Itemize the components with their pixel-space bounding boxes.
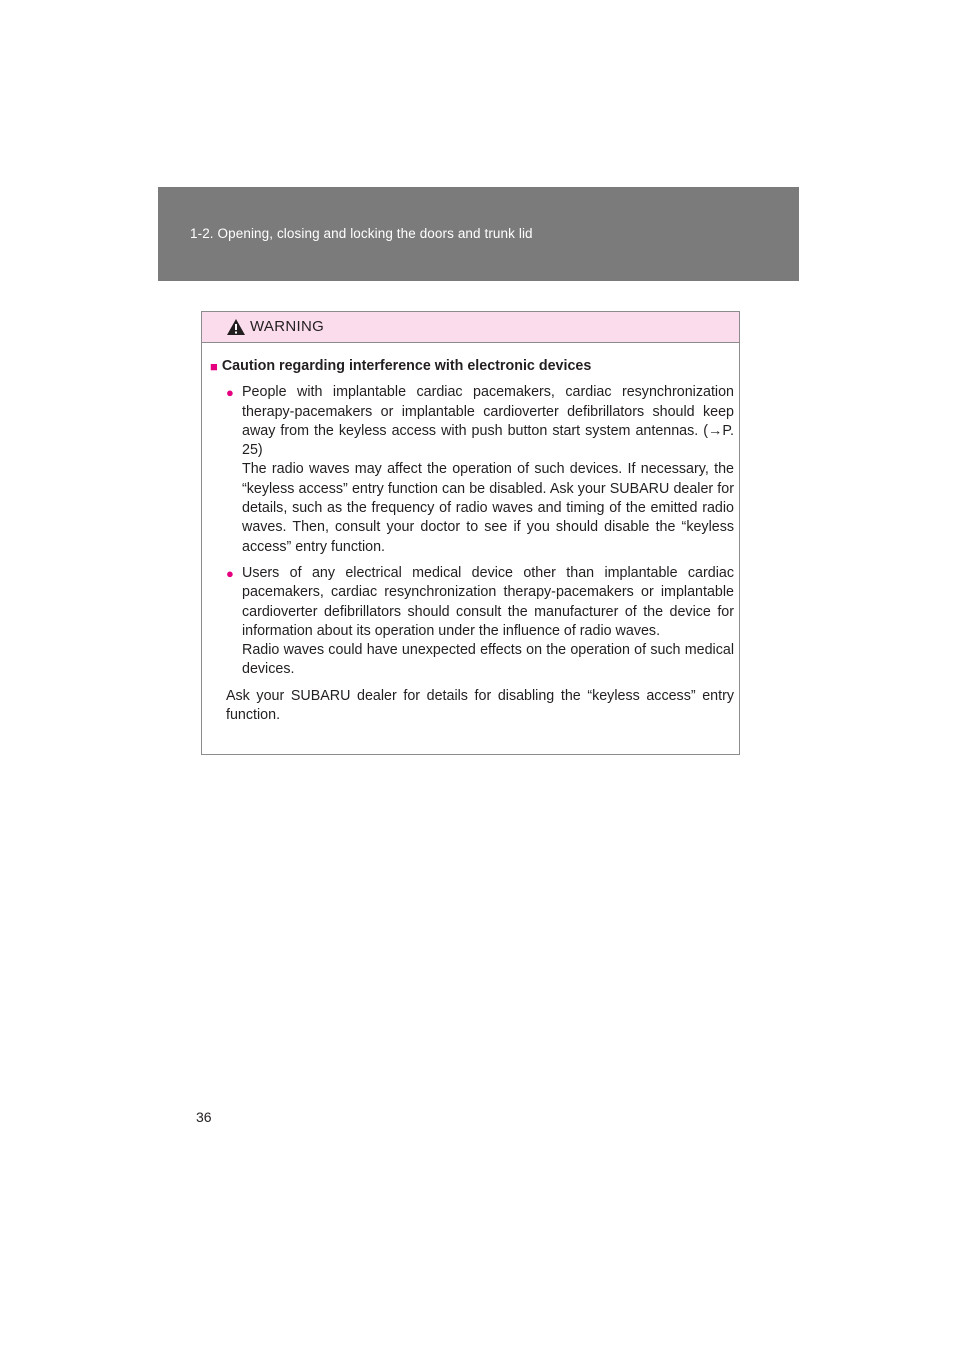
section-title: 1-2. Opening, closing and locking the doors and trunk lid bbox=[190, 226, 533, 241]
section-header-band bbox=[158, 187, 799, 281]
warning-box bbox=[201, 311, 740, 755]
warning-body bbox=[202, 343, 739, 725]
circle-bullet-icon: ● bbox=[226, 385, 234, 401]
warning-title: WARNING bbox=[250, 318, 325, 335]
bullet-text: People with implantable cardiac pacemakers, cardiac resynchronization therapy-pacemakers or implantable cardioverter defibrillators should keep away from the keyless access with push button start system antennas. (→P. 25) bbox=[242, 384, 734, 459]
page-number: 36 bbox=[196, 1109, 212, 1125]
caution-heading-text: Caution regarding interference with electronic devices bbox=[221, 358, 592, 374]
closing-note: Ask your SUBARU dealer for details for disabling the “keyless access” entry function. bbox=[226, 687, 734, 724]
warning-triangle-icon bbox=[226, 318, 246, 336]
bullet-text: The radio waves may affect the operation of such devices. If necessary, the “keyless access” entry function can be disabled. Ask your SUBARU dealer for details, such as the frequency of radio waves and timing of the emitted radio waves. Then, consult your doctor to see if you should disable the “keyless access” entry function. bbox=[242, 461, 734, 555]
bullet-text: Users of any electrical medical device other than implantable cardiac pacemakers, cardiac resynchronization therapy-pacemakers or implantable cardioverter defibrillators should consult the manufacturer of the device for information about its operation under the influence of radio waves. bbox=[242, 564, 734, 639]
square-bullet-icon: ■ bbox=[210, 359, 218, 374]
caution-heading bbox=[210, 357, 734, 376]
bullet-pacemakers bbox=[210, 383, 734, 557]
bullet-medical-devices bbox=[210, 564, 734, 680]
warning-header bbox=[202, 312, 739, 343]
circle-bullet-icon: ● bbox=[226, 565, 234, 581]
bullet-text: Radio waves could have unexpected effects on the operation of such medical devices. bbox=[242, 642, 734, 678]
